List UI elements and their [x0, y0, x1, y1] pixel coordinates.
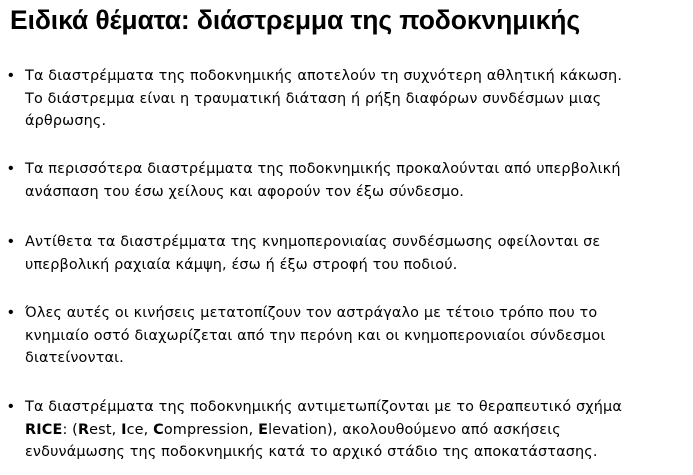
bullet-line: διατείνονται.: [25, 350, 124, 366]
bullet-line-rice: [25, 419, 691, 442]
bullet-dot-icon: •: [8, 67, 14, 84]
bullet-text: [25, 396, 691, 464]
rice-text: levation: [268, 421, 328, 438]
bullet-line: Το διάστρεμμα είναι η τραυματική διάταση ή ρήξη διαφόρων συνδέσμων μιας: [25, 90, 602, 107]
bullet-line: κνημιαίο οστό διαχωρίζεται από την περόνη και οι κνημοπερονιαίοι σύνδεσμοι: [25, 327, 606, 344]
slide-title: Ειδικά θέματα: διάστρεμμα της ποδοκνημικής: [10, 5, 581, 35]
bullet-line: ενδυνάμωσης της ποδοκνημικής κατά το αρχικό στάδιο της αποκατάστασης.: [25, 444, 598, 460]
bullet-line: Αντίθετα τα διαστρέμματα της κνημοπερονιαίας συνδέσμωσης οφείλονται σε: [25, 234, 601, 250]
bullet-line: ανάσπαση του έσω χείλους και αφορούν τον έξω σύνδεσμο.: [25, 183, 465, 200]
bullet-line: Τα περισσότερα διαστρέμματα της ποδοκνημικής προκαλούνται από υπερβολική: [25, 161, 621, 177]
bullet-dot-icon: •: [8, 160, 14, 177]
bullet-line: υπερβολική ραχιαία κάμψη, έσω ή έξω στροφή του ποδιού.: [25, 256, 458, 273]
rice-letter-c: C: [153, 421, 164, 438]
rice-letter-e: E: [258, 421, 269, 438]
bullet-text: [25, 65, 691, 133]
rice-text: ), ακολουθούμενο από ασκήσεις: [327, 421, 561, 438]
bullet-line: Τα διαστρέμματα της ποδοκνημικής αποτελούν τη συχνότερη αθλητική κάκωση.: [25, 68, 623, 84]
rice-acronym: RICE: [25, 421, 63, 438]
rice-letter-r: R: [77, 421, 90, 438]
rice-text: ce,: [126, 421, 154, 438]
rice-text: ompression,: [163, 421, 259, 438]
bullet-line: Τα διαστρέμματα της ποδοκνημικής αντιμετωπίζονται με το θεραπευτικό σχήμα: [25, 399, 622, 415]
bullet-dot-icon: •: [8, 304, 14, 321]
rice-letter-i: I: [121, 421, 127, 438]
rice-text: : (: [62, 421, 78, 438]
bullet-text: [25, 231, 691, 276]
bullet-dot-icon: •: [8, 398, 14, 415]
bullet-line: άρθρωσης.: [25, 113, 107, 129]
bullet-dot-icon: •: [8, 233, 14, 250]
bullet-text: [25, 302, 691, 370]
bullet-line: Όλες αυτές οι κινήσεις μετατοπίζουν τον αστράγαλο με τέτοιο τρόπο που το: [25, 305, 598, 321]
rice-text: est,: [89, 421, 122, 438]
bullet-text: [25, 158, 691, 203]
